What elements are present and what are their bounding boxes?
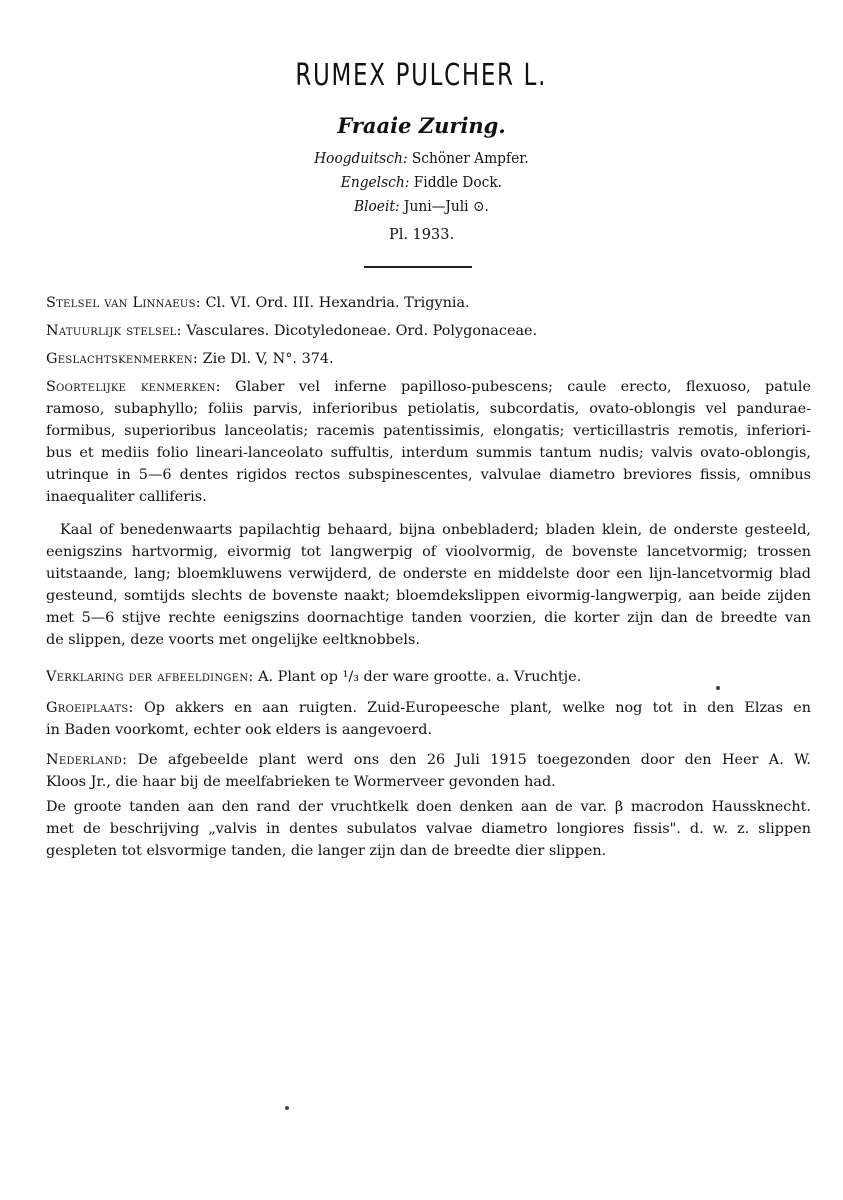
natural-system-section (46, 320, 811, 342)
bloom-label: Bloeit: (353, 199, 400, 215)
species-line: inaequaliter calliferis. (46, 489, 207, 505)
english-label: Engelsch: (340, 175, 410, 191)
genus-label: Geslachtskenmerken: (46, 351, 199, 367)
print-speck (716, 686, 720, 690)
species-section (46, 376, 811, 508)
habitat-section (46, 697, 811, 741)
netherlands-label: Nederland: (46, 752, 128, 768)
title-divider (364, 266, 472, 268)
bloom-value: Juni—Juli ⊙. (403, 199, 489, 215)
genus-text: Zie Dl. V, N°. 374. (202, 351, 334, 367)
description-line: met 5—6 stijve rechte eenigszins doornachtige tanden voorzien, die korter zijn dan de breedte van (46, 610, 811, 626)
german-name-line (21, 151, 822, 167)
figures-text: A. Plant op ¹/₃ der ware grootte. a. Vruchtje. (258, 669, 582, 685)
natural-system-label: Natuurlijk stelsel: (46, 323, 182, 339)
genus-section (46, 348, 811, 370)
plate-number: Pl. 1933. (388, 227, 455, 243)
species-line: utrinque in 5—6 dentes rigidos rectos subspinescentes, valvulae diametro breviores fissis, omnibus (46, 467, 811, 483)
bloom-line (21, 199, 822, 215)
common-name: Fraaie Zuring. (337, 113, 506, 138)
habitat-line: in Baden voorkomt, echter ook elders is aangevoerd. (46, 722, 433, 738)
english-name-line (21, 175, 822, 191)
netherlands-line: De afgebeelde plant werd ons den 26 Juli 1915 toegezonden door den Heer A. W. (137, 752, 811, 768)
species-line: Glaber vel inferne papilloso-pubescens; caule erecto, flexuoso, patule (235, 379, 811, 395)
habitat-line: Op akkers en aan ruigten. Zuid-Europeesche plant, welke nog tot in den Elzas en (143, 700, 811, 716)
natural-system-text: Vasculares. Dicotyledoneae. Ord. Polygonaceae. (186, 323, 538, 339)
figures-section (46, 666, 811, 688)
description-line: gesteund, somtijds slechts de bovenste naakt; bloemdekslippen eivormig-langwerpig, aan beide zijden (46, 588, 811, 604)
page-title: RUMEX PULCHER L. (295, 58, 548, 93)
species-line: ramoso, subaphyllo; foliis parvis, inferioribus petiolatis, subcordatis, ovato-oblongis vel pandurae- (46, 401, 811, 417)
remark-line: met de beschrijving „valvis in dentes subulatos valvae diametro longiores fissis". d. w. z. slippen (46, 821, 811, 837)
remark-line: gespleten tot elsvormige tanden, die langer zijn dan de breedte dier slippen. (46, 843, 607, 859)
linnaeus-label: Stelsel van Linnaeus: (46, 295, 201, 311)
species-line: formibus, superioribus lanceolatis; racemis patentissimis, elongatis; verticillastris remotis, inferiori- (46, 423, 811, 439)
linnaeus-text: Cl. VI. Ord. III. Hexandria. Trigynia. (205, 295, 470, 311)
netherlands-section (46, 749, 811, 793)
dutch-description (46, 519, 811, 651)
print-speck (285, 1106, 289, 1110)
english-value: Fiddle Dock. (413, 175, 503, 191)
german-label: Hoogduitsch: (314, 151, 408, 167)
linnaeus-section (46, 292, 811, 314)
remark-line: De groote tanden aan den rand der vruchtkelk doen denken aan de var. β macrodon Haussknecht. (46, 799, 811, 815)
netherlands-line: Kloos Jr., die haar bij de meelfabrieken te Wormerveer gevonden had. (46, 774, 556, 790)
species-label: Soortelijke kenmerken: (46, 379, 221, 395)
remark-section (46, 796, 811, 862)
figures-label: Verklaring der afbeeldingen: (46, 669, 254, 685)
description-line: Kaal of benedenwaarts papilachtig behaard, bijna onbebladerd; bladen klein, de onderste gesteeld, (60, 522, 811, 538)
german-value: Schöner Ampfer. (411, 151, 529, 167)
description-line: de slippen, deze voorts met ongelijke eeltknobbels. (46, 632, 420, 648)
description-line: uitstaande, lang; bloemkluwens verwijderd, de onderste en middelste door een lijn-lancetvormig blad (46, 566, 811, 582)
species-line: bus et mediis folio lineari-lanceolato suffultis, interdum summis tantum nudis; valvis ovato-oblongis, (46, 445, 811, 461)
description-line: eenigszins hartvormig, eivormig tot langwerpig of vioolvormig, de bovenste lancetvormig; trossen (46, 544, 811, 560)
habitat-label: Groeiplaats: (46, 700, 134, 716)
